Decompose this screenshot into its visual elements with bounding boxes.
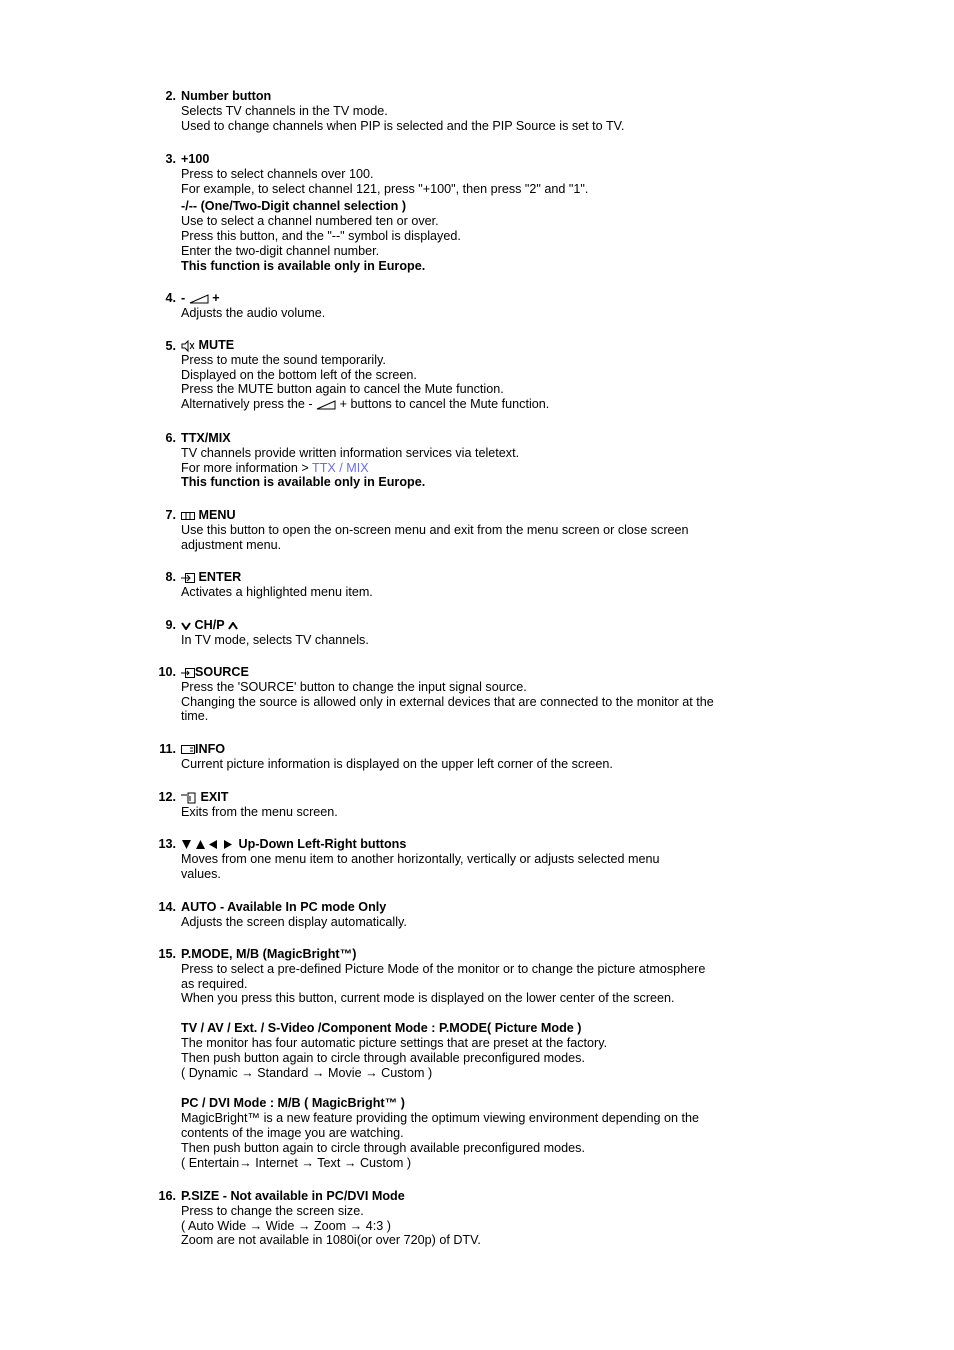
item-title: SOURCE bbox=[195, 665, 249, 679]
item-number: 5. bbox=[165, 339, 176, 353]
item-number: 13. bbox=[158, 837, 176, 851]
item-subtitle: -/-- (One/Two-Digit channel selection ) bbox=[181, 199, 407, 214]
item-number: 14. bbox=[158, 900, 176, 914]
item-line: When you press this button, current mode is displayed on the lower center of the screen. bbox=[181, 991, 675, 1006]
item-p-size bbox=[158, 1189, 741, 1248]
item-line: Current picture information is displayed on the upper left corner of the screen. bbox=[181, 756, 613, 771]
item-line: ( Dynamic → Standard → Movie → Custom ) bbox=[181, 1065, 433, 1080]
item-number: 9. bbox=[165, 618, 176, 632]
item-number: 4. bbox=[165, 291, 176, 305]
item-line: ( Auto Wide → Wide → Zoom → 4:3 ) bbox=[181, 1218, 391, 1233]
item-title: AUTO - Available In PC mode Only bbox=[181, 900, 387, 914]
item-line: Press to select channels over 100. bbox=[181, 166, 374, 181]
item-line: Exits from the menu screen. bbox=[181, 804, 338, 819]
item-number: 7. bbox=[165, 508, 176, 522]
item-line: Press to mute the sound temporarily. bbox=[181, 352, 386, 367]
item-line: TV channels provide written information services via teletext. bbox=[181, 445, 520, 460]
item-title: Number button bbox=[181, 89, 272, 103]
volume-wedge-icon bbox=[316, 400, 336, 410]
item-text: MagicBright™ is a new feature providing the optimum viewing environment depending on the contents of the image you are watching. bbox=[181, 1111, 700, 1140]
item-title: TTX/MIX bbox=[181, 431, 231, 445]
item-line: Press this button, and the "--" symbol is displayed. bbox=[181, 228, 461, 243]
item-mute bbox=[165, 338, 741, 412]
item-line: Then push button again to circle through available preconfigured modes. bbox=[181, 1050, 585, 1065]
item-title: +100 bbox=[181, 152, 210, 166]
item-text: Press to select a pre-defined Picture Mode of the monitor or to change the picture atmosphere as required. bbox=[181, 961, 706, 991]
mute-speaker-icon bbox=[181, 339, 195, 353]
item-note: This function is available only in Europe. bbox=[181, 475, 426, 490]
arrow-keys-icon bbox=[181, 839, 235, 850]
item-ch-p bbox=[165, 618, 741, 648]
item-title: Up-Down Left-Right buttons bbox=[238, 837, 407, 851]
item-info bbox=[159, 742, 741, 772]
item-ttx-mix bbox=[165, 431, 741, 490]
item-number: 16. bbox=[158, 1189, 176, 1203]
item-line: Press the 'SOURCE' button to change the input signal source. bbox=[181, 679, 527, 694]
item-enter bbox=[165, 570, 741, 600]
volume-wedge-icon bbox=[189, 294, 209, 304]
section-title-picture-mode: TV / AV / Ext. / S-Video /Component Mode : P.MODE( Picture Mode ) bbox=[181, 1021, 582, 1036]
item-title: P.MODE, M/B (MagicBright™) bbox=[181, 947, 357, 961]
section-title-magicbright: PC / DVI Mode : M/B ( MagicBright™ ) bbox=[181, 1096, 405, 1111]
volume-plus: + bbox=[212, 291, 220, 305]
info-icon bbox=[181, 745, 195, 755]
item-line: The monitor has four automatic picture settings that are preset at the factory. bbox=[181, 1035, 608, 1050]
item-line: Use to select a channel numbered ten or over. bbox=[181, 214, 439, 229]
exit-icon bbox=[181, 792, 197, 804]
item-number: 10. bbox=[158, 665, 176, 679]
item-line: Press the MUTE button again to cancel the Mute function. bbox=[181, 382, 504, 397]
ttx-mix-link[interactable]: TTX / MIX bbox=[312, 460, 369, 475]
item-title: MENU bbox=[198, 508, 236, 522]
item-exit bbox=[158, 790, 741, 820]
item-title: CH/P bbox=[194, 618, 225, 632]
item-volume bbox=[165, 291, 741, 321]
item-line: Press to change the screen size. bbox=[181, 1203, 364, 1218]
menu-icon bbox=[181, 512, 195, 520]
item-number: 2. bbox=[165, 89, 176, 103]
item-number: 15. bbox=[158, 947, 176, 961]
item-line: Used to change channels when PIP is selected and the PIP Source is set to TV. bbox=[181, 118, 625, 133]
item-line: Adjusts the audio volume. bbox=[181, 305, 326, 320]
item-arrow-buttons bbox=[158, 837, 701, 881]
item-title: MUTE bbox=[198, 338, 235, 352]
item-number: 6. bbox=[165, 431, 176, 445]
item-line: Adjusts the screen display automatically. bbox=[181, 914, 407, 929]
chevron-down-icon bbox=[181, 622, 191, 630]
item-number: 8. bbox=[165, 570, 176, 584]
item-text: Moves from one menu item to another horizontally, vertically or adjusts selected menu values. bbox=[181, 851, 660, 881]
item-plus-100 bbox=[165, 152, 741, 273]
item-auto bbox=[158, 900, 741, 930]
item-line: ( Entertain→ Internet → Text → Custom ) bbox=[181, 1155, 412, 1170]
item-line: For example, to select channel 121, press "+100", then press "2" and "1". bbox=[181, 181, 589, 196]
item-line: Displayed on the bottom left of the screen. bbox=[181, 367, 417, 382]
mute-alt-prefix: Alternatively press the - bbox=[181, 397, 313, 412]
item-text: Use this button to open the on-screen menu and exit from the menu screen or close screen adjustment menu. bbox=[181, 522, 689, 552]
item-line: Zoom are not available in 1080i(or over 720p) of DTV. bbox=[181, 1233, 481, 1248]
item-text: Changing the source is allowed only in external devices that are connected to the monitor at the time. bbox=[181, 694, 714, 724]
item-title: INFO bbox=[195, 742, 226, 756]
more-info-prefix: For more information > bbox=[181, 460, 309, 475]
item-source bbox=[158, 665, 726, 724]
item-menu bbox=[165, 508, 721, 552]
item-title: ENTER bbox=[198, 570, 242, 584]
item-number: 12. bbox=[158, 790, 176, 804]
enter-icon bbox=[181, 573, 195, 583]
item-number: 11. bbox=[159, 742, 176, 756]
source-icon bbox=[181, 668, 195, 678]
item-number: 3. bbox=[165, 152, 176, 166]
item-line: Activates a highlighted menu item. bbox=[181, 584, 373, 599]
item-p-mode bbox=[158, 947, 706, 1170]
mute-alt-suffix: + buttons to cancel the Mute function. bbox=[339, 397, 550, 412]
chevron-up-icon bbox=[228, 622, 238, 630]
item-line: Then push button again to circle through available preconfigured modes. bbox=[181, 1140, 585, 1155]
item-title: EXIT bbox=[200, 790, 229, 804]
item-line: In TV mode, selects TV channels. bbox=[181, 632, 369, 647]
volume-minus: - bbox=[181, 291, 186, 305]
item-line: Enter the two-digit channel number. bbox=[181, 243, 380, 258]
item-line: Selects TV channels in the TV mode. bbox=[181, 103, 388, 118]
item-title: P.SIZE - Not available in PC/DVI Mode bbox=[181, 1189, 405, 1203]
item-note: This function is available only in Europe. bbox=[181, 258, 426, 273]
item-number-button bbox=[165, 89, 741, 133]
